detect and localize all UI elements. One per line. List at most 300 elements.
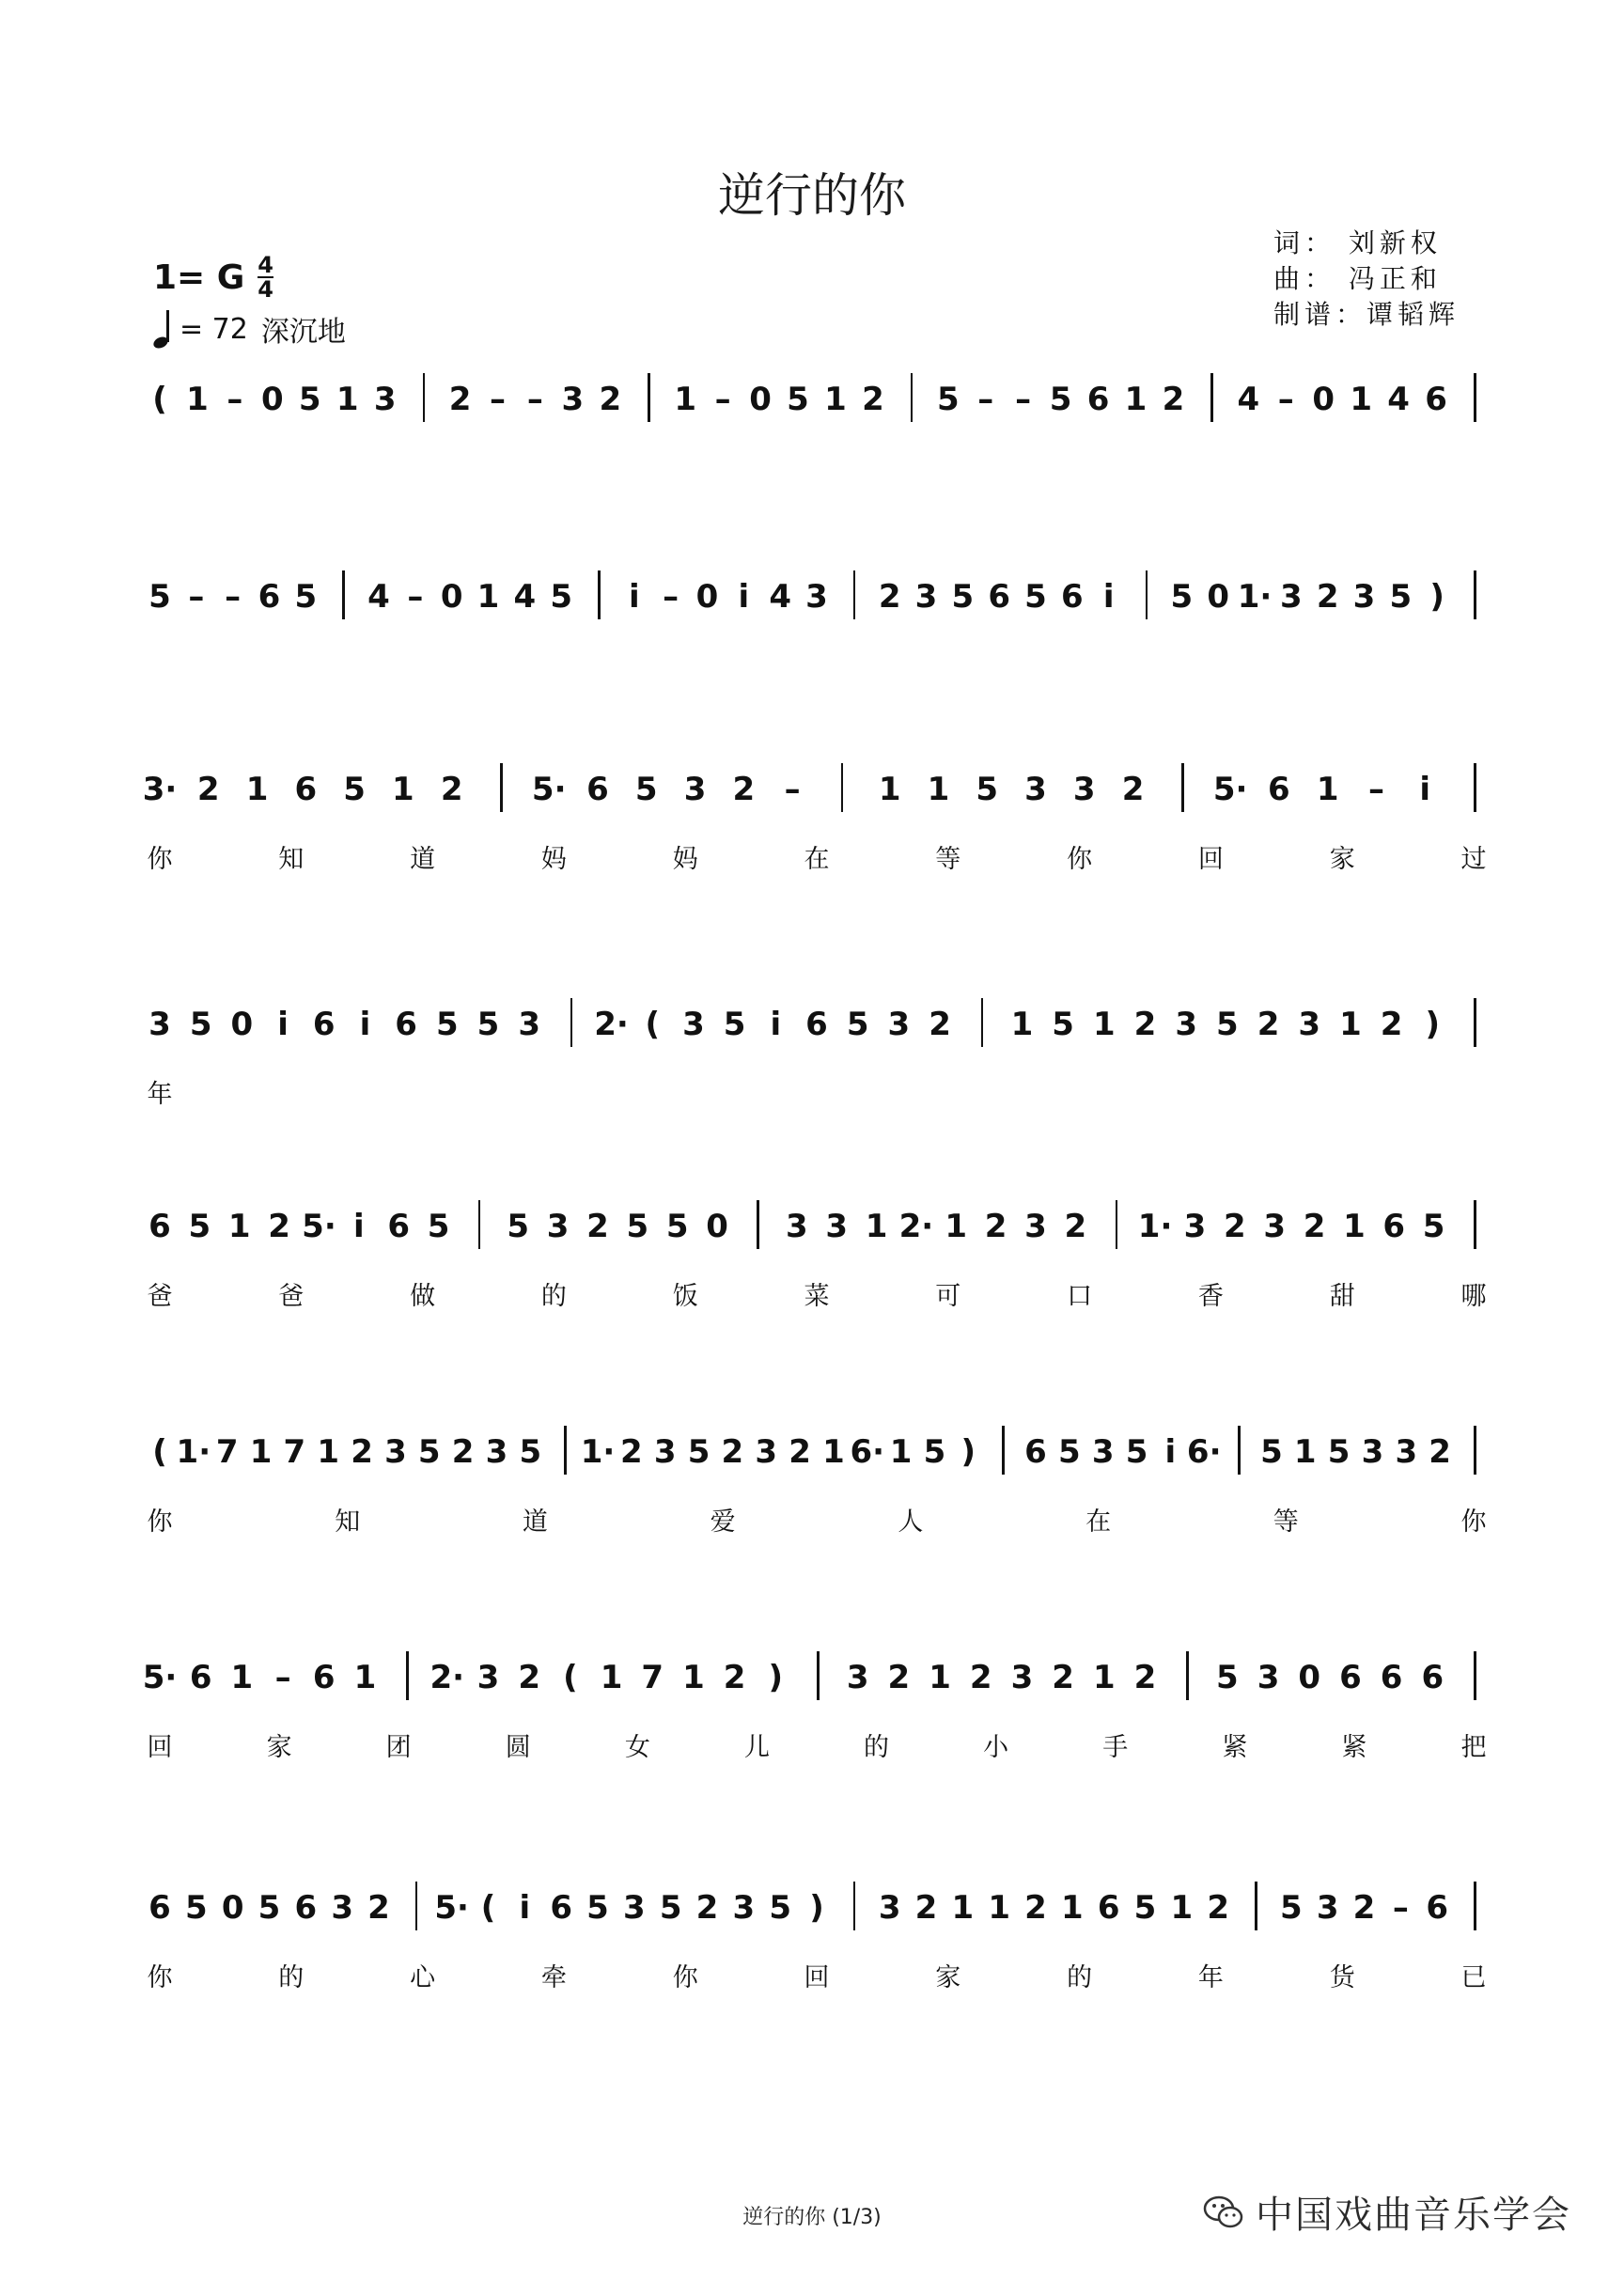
note: – [663,578,679,616]
note: 0 [706,1208,728,1245]
lyric-syllable: 过 [1460,845,1487,874]
note: ( [563,1659,578,1696]
note: 1 [945,1208,968,1245]
lyric-syllable: 你 [672,1963,698,1992]
tempo-marking [153,308,346,350]
note: 1 [1010,1006,1034,1043]
note: 5 [626,1208,649,1245]
note: 2 [732,771,756,808]
note: 2 [1024,1889,1047,1927]
lyric-syllable: 手 [1102,1733,1129,1762]
bar-line [1210,373,1213,422]
note: 3 [518,1006,541,1043]
note: – [226,381,243,418]
note: 6 [988,578,1010,616]
bar-line [415,1882,418,1930]
note: i [770,1006,782,1043]
wechat-icon [1203,2194,1244,2231]
note: 2 [1223,1208,1246,1245]
note: 5 [343,771,366,808]
note: 2 [1380,1006,1403,1043]
expression-mark: 深沉地 [260,316,346,349]
note: 0 [1207,578,1229,616]
note: 1 [929,1659,951,1696]
lyric-syllable: 心 [410,1963,436,1992]
note: 1 [392,771,414,808]
note: 5 [687,1433,710,1471]
note: – [274,1659,291,1696]
note: 6 [312,1659,336,1696]
bar-line [406,1651,409,1700]
note: 2 [440,771,463,808]
note: 3 [1361,1433,1384,1471]
note: 3 [825,1208,849,1245]
note: 2 [448,381,472,418]
lyric-syllable: 小 [983,1733,1009,1762]
lyric-syllable: 爸 [147,1282,173,1311]
note: 1 [1350,381,1372,418]
note: 5 [148,578,171,616]
lyric-syllable: 的 [1067,1963,1093,1992]
note: 2 [862,381,884,418]
bar-line [1474,1651,1476,1700]
note: 5 [1260,1433,1283,1471]
note: 1 [865,1208,888,1245]
note: 5 [435,1006,459,1043]
note: 2 [351,1433,373,1471]
note: 1 [1060,1889,1084,1927]
bar-line [1186,1651,1189,1700]
note: – [1277,381,1294,418]
lyric-syllable: 甜 [1329,1282,1355,1311]
note: 5 [951,578,975,616]
tempo-value: = 72 [180,312,248,346]
note: ( [480,1889,496,1927]
note: 6 [1382,1208,1406,1245]
note: i [1102,578,1115,616]
note: 2 [878,578,901,616]
note: 5 [1422,1208,1445,1245]
bar-line [1116,1200,1118,1249]
note: 2· [594,1006,629,1043]
note: 1 [682,1659,705,1696]
note: 6 [312,1006,336,1043]
note: 2 [1133,1659,1157,1696]
note: 2 [1429,1433,1451,1471]
note: 1 [317,1433,340,1471]
lyric-syllable: 等 [1273,1507,1299,1537]
note: 0 [1298,1659,1321,1696]
note: 3 [1175,1006,1198,1043]
note: 1 [927,771,950,808]
lyrics-row [0,1726,1624,1764]
note: 2 [1162,381,1185,418]
bar-line [911,373,914,422]
note: 2 [723,1659,746,1696]
bar-line [841,763,844,812]
note: 5 [476,1006,500,1043]
note: 5 [846,1006,869,1043]
note: 6 [1421,1659,1444,1696]
lyrics-row [0,1275,1624,1313]
note: 3 [785,1208,808,1245]
note: 6 [148,1889,171,1927]
note: 6 [1024,1433,1047,1471]
note: 6 [1060,578,1084,616]
note: 0 [695,578,719,616]
lyric-syllable: 等 [935,845,961,874]
lyric-syllable: 回 [147,1733,173,1762]
note: 3 [1279,578,1303,616]
note: 2 [1257,1006,1280,1043]
note: 5 [1216,1659,1239,1696]
key-label: 1= G [153,258,245,297]
lyric-syllable: 道 [410,845,436,874]
lyric-syllable: 年 [1197,1963,1224,1992]
note: 3 [1263,1208,1287,1245]
note: 5 [1216,1006,1239,1043]
note: 1 [1316,771,1339,808]
note: 6 [1268,771,1290,808]
note: 6 [294,1889,318,1927]
lyric-syllable: 回 [1197,845,1224,874]
note: 5 [976,771,999,808]
note: 3 [653,1433,677,1471]
note: – [977,381,994,418]
lyric-syllable: 牵 [540,1963,567,1992]
note: ) [768,1659,784,1696]
lyric-syllable: 圆 [505,1733,531,1762]
lyrics-row [0,838,1624,876]
lyric-syllable: 在 [1085,1507,1112,1537]
note: 3 [546,1208,570,1245]
bar-line [1181,763,1184,812]
note: 3 [682,1006,705,1043]
note: i [1164,1433,1177,1471]
note: 1 [1343,1208,1366,1245]
bar-line [564,1426,567,1475]
note: 1 [186,381,209,418]
note: 1 [878,771,901,808]
lyric-syllable: 你 [147,845,173,874]
note: 3· [142,771,178,808]
note: 2 [196,771,220,808]
lyric-syllable: 的 [864,1733,890,1762]
note: 2 [1207,1889,1229,1927]
note: 4 [1237,381,1260,418]
lyric-syllable: 做 [410,1282,436,1311]
note: 5 [550,578,572,616]
note: 5 [1024,578,1047,616]
note: 6 [1339,1659,1362,1696]
note: 6 [805,1006,828,1043]
note: 6· [850,1433,885,1471]
bar-line [1474,570,1476,619]
note: 5 [1125,1433,1148,1471]
note: ) [960,1433,976,1471]
note: 2 [620,1433,643,1471]
note: 1· [580,1433,616,1471]
note: 1 [230,1659,254,1696]
notes-row [0,1659,1624,1715]
note: 3 [846,1659,869,1696]
notes-row [0,1006,1624,1062]
notes-row [0,578,1624,634]
lyric-syllable: 你 [147,1507,173,1537]
note: 2 [914,1889,938,1927]
lyric-syllable: 妈 [540,845,567,874]
lyric-syllable: 紧 [1222,1733,1248,1762]
note: 3 [485,1433,508,1471]
note: 6 [586,771,609,808]
note: 5 [665,1208,689,1245]
note: i [738,578,750,616]
quarter-note-icon [153,310,174,348]
bar-line [1238,1426,1241,1475]
lyric-syllable: 回 [804,1963,830,1992]
note: 6 [395,1006,417,1043]
note: 5· [434,1889,469,1927]
note: – [1015,381,1032,418]
note: 5 [769,1889,791,1927]
bar-line [1474,1882,1476,1930]
notes-row [0,1433,1624,1490]
note: 0 [1312,381,1335,418]
note: ( [152,381,167,418]
lyric-syllable: 儿 [743,1733,770,1762]
lyric-syllable: 货 [1329,1963,1355,1992]
note: 5 [634,771,658,808]
note: 3 [887,1006,911,1043]
note: 2 [929,1006,951,1043]
watermark-text: 中国戏曲音乐学会 [1256,2194,1571,2237]
lyric-syllable: 人 [898,1507,924,1537]
lyric-syllable: 年 [147,1080,173,1109]
note: 4 [1387,381,1410,418]
note: 0 [221,1889,244,1927]
note: 3 [1257,1659,1280,1696]
note: i [277,1006,289,1043]
note: 5· [531,771,567,808]
note: – [1392,1889,1409,1927]
composer: 曲： 冯正和 [1273,263,1442,294]
watermark [1203,2185,1571,2239]
note: 2 [1064,1208,1087,1245]
lyric-syllable: 的 [278,1963,304,1992]
note: 5 [427,1208,450,1245]
note: 3 [1024,1208,1047,1245]
note: 5 [188,1208,211,1245]
note: 1· [1237,578,1273,616]
lyric-syllable: 口 [1067,1282,1093,1311]
note: 3 [683,771,707,808]
note: 1 [889,1433,913,1471]
note: 3 [1024,771,1047,808]
note: ( [645,1006,661,1043]
note: 2 [1316,578,1339,616]
note: 2 [1352,1889,1376,1927]
bar-line [1002,1426,1005,1475]
note: 5· [142,1659,178,1696]
lyrics-row [0,1501,1624,1538]
time-signature-bottom: 4 [258,276,273,303]
credits [1273,226,1460,333]
note: – [225,578,242,616]
lyric-syllable: 可 [935,1282,961,1311]
bar-line [598,570,601,619]
lyric-syllable: 团 [385,1733,412,1762]
note: 5· [1212,771,1248,808]
arranger: 制谱：谭韬辉 [1273,299,1460,330]
note: 2 [1121,771,1145,808]
bar-line [981,998,984,1047]
note: 2· [898,1208,934,1245]
note: 3 [561,381,585,418]
lyrics-row [0,1073,1624,1111]
lyric-syllable: 道 [522,1507,548,1537]
note: 1 [1293,1433,1317,1471]
lyric-syllable: 女 [624,1733,650,1762]
note: 1 [336,381,359,418]
note: 1 [353,1659,377,1696]
note: 2 [789,1433,811,1471]
note: 2 [1133,1006,1157,1043]
note: 2 [518,1659,541,1696]
note: 5 [1049,381,1072,418]
note: 1 [674,381,697,418]
note: 3 [878,1889,901,1927]
note: i [1419,771,1431,808]
note: 2 [984,1208,1007,1245]
note: 3 [1352,578,1376,616]
bar-line [648,373,650,422]
note: 3 [148,1006,171,1043]
note: 5 [1279,1889,1303,1927]
note: 6 [1426,1889,1448,1927]
note: 6 [1425,381,1447,418]
note: 5 [936,381,960,418]
note: 6 [1380,1659,1403,1696]
note: ) [1425,1006,1441,1043]
lyric-syllable: 香 [1197,1282,1224,1311]
note: 3 [1091,1433,1115,1471]
note: 5 [723,1006,746,1043]
note: 1 [1170,1889,1194,1927]
note: 2· [429,1659,465,1696]
lyric-syllable: 你 [1460,1507,1487,1537]
note: 3 [622,1889,646,1927]
bar-line [570,998,573,1047]
note: – [407,578,424,616]
note: 0 [440,578,463,616]
note: 5 [1052,1006,1074,1043]
bar-line [853,1882,856,1930]
note: 5 [923,1433,946,1471]
note: 3 [755,1433,778,1471]
note: 3 [1183,1208,1207,1245]
bar-line [853,570,856,619]
note: 6 [258,578,281,616]
note: 3 [805,578,828,616]
note: 1 [824,381,847,418]
note: 2 [721,1433,744,1471]
notes-row [0,1208,1624,1264]
bar-line [757,1200,759,1249]
note: 2 [268,1208,290,1245]
bar-line [1255,1882,1257,1930]
lyric-syllable: 紧 [1341,1733,1367,1762]
note: 5 [586,1889,609,1927]
note: i [519,1889,531,1927]
lyric-syllable: 知 [278,845,304,874]
note: 3 [373,381,397,418]
note: 5 [659,1889,682,1927]
note: 4 [367,578,390,616]
note: 5 [1058,1433,1081,1471]
notes-row [0,771,1624,827]
note: 2 [887,1659,911,1696]
lyric-syllable: 知 [335,1507,361,1537]
bar-line [1474,373,1476,422]
note: 5 [294,578,318,616]
note: 3 [331,1889,353,1927]
page-footer: 逆行的你 (1/3) [742,2206,882,2229]
note: 6 [387,1208,411,1245]
note: – [526,381,543,418]
notes-row [0,381,1624,437]
note: – [714,381,731,418]
note: 3 [1010,1659,1034,1696]
bar-line [478,1200,481,1249]
note: 3 [1316,1889,1339,1927]
time-signature [258,254,273,301]
note: 5 [184,1889,208,1927]
note: 0 [230,1006,254,1043]
lyric-syllable: 家 [266,1733,292,1762]
note: 1 [822,1433,845,1471]
note: 6 [148,1208,171,1245]
note: 1 [1092,1659,1116,1696]
note: 3 [1395,1433,1418,1471]
note: – [1367,771,1384,808]
note: 1 [1339,1006,1362,1043]
lyricist: 词： 刘新权 [1273,227,1442,258]
note: 1· [1137,1208,1173,1245]
note: 3 [732,1889,756,1927]
note: 2 [599,381,622,418]
lyric-syllable: 菜 [804,1282,830,1311]
note: 1 [1092,1006,1116,1043]
lyric-syllable: 饭 [672,1282,698,1311]
note: ) [1429,578,1444,616]
note: 5 [1327,1433,1351,1471]
note: – [188,578,205,616]
note: – [784,771,801,808]
note: 6· [1186,1433,1222,1471]
note: 6 [189,1659,212,1696]
note: ) [809,1889,824,1927]
note: 4 [513,578,537,616]
bar-line [1146,570,1148,619]
note: 3 [1072,771,1096,808]
key-signature [153,254,273,301]
lyric-syllable: 你 [1067,845,1093,874]
note: 1 [988,1889,1010,1927]
lyric-syllable: 爸 [278,1282,304,1311]
lyric-syllable: 的 [540,1282,567,1311]
note: 5 [189,1006,212,1043]
note: i [629,578,640,616]
